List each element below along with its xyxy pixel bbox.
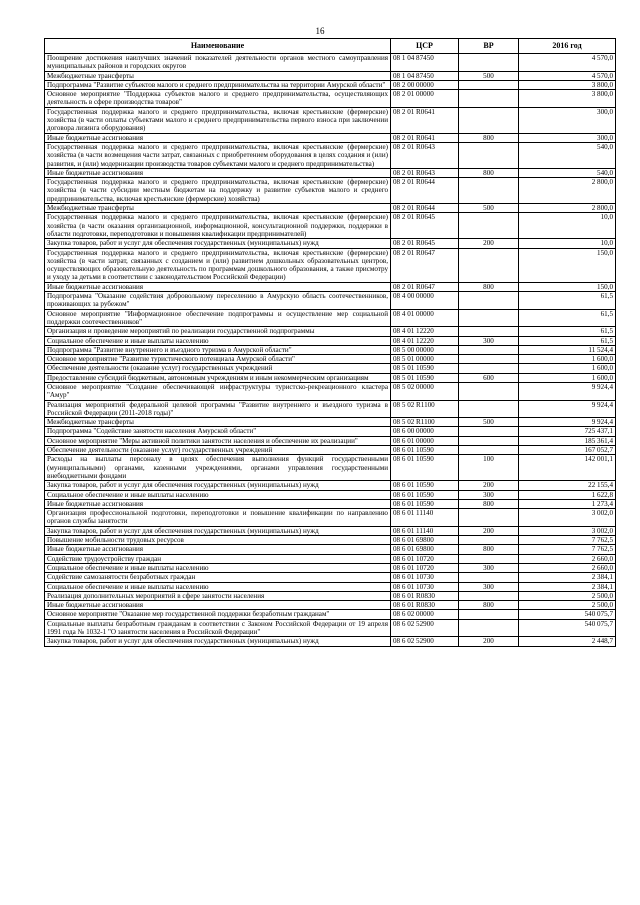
row-vr bbox=[459, 364, 519, 373]
row-vr bbox=[459, 610, 519, 619]
row-csr: 08 2 01 R0645 bbox=[391, 239, 459, 248]
row-csr: 08 2 01 R0647 bbox=[391, 282, 459, 291]
row-name: Повышение мобильности трудовых ресурсов bbox=[45, 536, 391, 545]
table-row bbox=[45, 373, 616, 382]
table-row bbox=[45, 619, 616, 637]
row-sum: 2 660,0 bbox=[519, 554, 616, 563]
row-sum: 2 384,1 bbox=[519, 582, 616, 591]
row-vr: 100 bbox=[459, 455, 519, 481]
row-sum: 167 052,7 bbox=[519, 446, 616, 455]
table-row bbox=[45, 364, 616, 373]
row-sum: 10,0 bbox=[519, 213, 616, 239]
table-row bbox=[45, 573, 616, 582]
row-sum: 9 924,4 bbox=[519, 382, 616, 400]
row-name: Реализация дополнительных мероприятий в сфере занятости населения bbox=[45, 591, 391, 600]
table-row bbox=[45, 133, 616, 142]
row-vr bbox=[459, 554, 519, 563]
row-sum: 1 273,4 bbox=[519, 499, 616, 508]
row-vr: 500 bbox=[459, 204, 519, 213]
row-csr: 08 6 01 10590 bbox=[391, 490, 459, 499]
row-name: Социальное обеспечение и иные выплаты населению bbox=[45, 582, 391, 591]
row-csr: 08 4 01 00000 bbox=[391, 309, 459, 327]
header-vr: ВР bbox=[459, 39, 519, 54]
row-sum: 2 448,7 bbox=[519, 637, 616, 646]
row-csr: 08 2 01 R0647 bbox=[391, 248, 459, 282]
table-row bbox=[45, 71, 616, 80]
row-name: Реализация мероприятий федеральной целевой программы "Развитие внутреннего и въездного туризма в Российской Федерации (2011-2018 годы)" bbox=[45, 400, 391, 418]
table-row bbox=[45, 80, 616, 89]
table-row bbox=[45, 446, 616, 455]
row-vr bbox=[459, 248, 519, 282]
table-row bbox=[45, 637, 616, 646]
table-row bbox=[45, 168, 616, 177]
table-row bbox=[45, 601, 616, 610]
row-vr: 200 bbox=[459, 637, 519, 646]
table-row bbox=[45, 536, 616, 545]
header-name: Наименование bbox=[45, 39, 391, 54]
table-row bbox=[45, 481, 616, 490]
row-vr: 300 bbox=[459, 336, 519, 345]
row-csr: 08 6 01 10720 bbox=[391, 563, 459, 572]
row-csr: 08 6 01 10590 bbox=[391, 446, 459, 455]
row-vr bbox=[459, 80, 519, 89]
row-sum: 185 361,4 bbox=[519, 436, 616, 445]
row-sum: 3 002,0 bbox=[519, 526, 616, 535]
row-sum: 61,5 bbox=[519, 292, 616, 310]
row-csr: 08 1 04 87450 bbox=[391, 54, 459, 72]
row-csr: 08 5 01 00000 bbox=[391, 355, 459, 364]
row-vr: 800 bbox=[459, 601, 519, 610]
row-name: Поощрение достижения наилучших значений показателей деятельности органов местного самоуправления муниципальных районов и городских округов bbox=[45, 54, 391, 72]
row-vr: 800 bbox=[459, 282, 519, 291]
row-vr: 800 bbox=[459, 168, 519, 177]
row-name: Иные бюджетные ассигнования bbox=[45, 545, 391, 554]
row-csr: 08 6 01 R0830 bbox=[391, 591, 459, 600]
table-row bbox=[45, 90, 616, 108]
row-name: Содействие самозанятости безработных граждан bbox=[45, 573, 391, 582]
table-row bbox=[45, 610, 616, 619]
row-vr bbox=[459, 54, 519, 72]
row-name: Закупка товаров, работ и услуг для обеспечения государственных (муниципальных) нужд bbox=[45, 239, 391, 248]
row-csr: 08 6 01 10730 bbox=[391, 582, 459, 591]
row-name: Основное мероприятие "Меры активной политики занятости населения и обеспечение их реализации" bbox=[45, 436, 391, 445]
row-csr: 08 2 01 R0644 bbox=[391, 178, 459, 204]
row-sum: 11 524,4 bbox=[519, 345, 616, 354]
row-csr: 08 5 02 00000 bbox=[391, 382, 459, 400]
table-row bbox=[45, 490, 616, 499]
table-row bbox=[45, 107, 616, 133]
row-name: Расходы на выплаты персоналу в целях обеспечения выполнения функций государственными (муниципальными) органами, казенными учреждениями, органами управления государственными внебюджетными фондами bbox=[45, 455, 391, 481]
row-csr: 08 6 01 10720 bbox=[391, 554, 459, 563]
table-row bbox=[45, 563, 616, 572]
row-csr: 08 1 04 87450 bbox=[391, 71, 459, 80]
row-sum: 150,0 bbox=[519, 248, 616, 282]
row-sum: 9 924,4 bbox=[519, 418, 616, 427]
row-sum: 3 800,0 bbox=[519, 80, 616, 89]
row-sum: 61,5 bbox=[519, 327, 616, 336]
table-row bbox=[45, 248, 616, 282]
row-name: Предоставление субсидий бюджетным, автономным учреждениям и иным некоммерческим организациям bbox=[45, 373, 391, 382]
table-row bbox=[45, 336, 616, 345]
row-sum: 1 600,0 bbox=[519, 364, 616, 373]
table-row bbox=[45, 282, 616, 291]
table-row bbox=[45, 309, 616, 327]
row-csr: 08 5 01 10590 bbox=[391, 364, 459, 373]
row-csr: 08 2 01 R0644 bbox=[391, 204, 459, 213]
row-csr: 08 2 01 00000 bbox=[391, 90, 459, 108]
table-row bbox=[45, 327, 616, 336]
row-csr: 08 5 01 10590 bbox=[391, 373, 459, 382]
row-vr bbox=[459, 427, 519, 436]
row-sum: 2 800,0 bbox=[519, 204, 616, 213]
row-sum: 10,0 bbox=[519, 239, 616, 248]
row-sum: 540,0 bbox=[519, 142, 616, 168]
row-sum: 61,5 bbox=[519, 336, 616, 345]
row-vr bbox=[459, 90, 519, 108]
row-sum: 2 500,0 bbox=[519, 591, 616, 600]
table-row bbox=[45, 554, 616, 563]
table-row bbox=[45, 142, 616, 168]
row-name: Основное мероприятие "Создание обеспечивающей инфраструктуры туристско-рекреационного кластера "Амур" bbox=[45, 382, 391, 400]
row-vr bbox=[459, 107, 519, 133]
table-row bbox=[45, 382, 616, 400]
row-csr: 08 2 01 R0641 bbox=[391, 133, 459, 142]
row-csr: 08 2 01 R0645 bbox=[391, 213, 459, 239]
row-vr bbox=[459, 619, 519, 637]
row-vr bbox=[459, 400, 519, 418]
row-sum: 1 622,8 bbox=[519, 490, 616, 499]
row-name: Иные бюджетные ассигнования bbox=[45, 282, 391, 291]
header-year: 2016 год bbox=[519, 39, 616, 54]
row-name: Подпрограмма "Развитие внутреннего и въездного туризма в Амурской области" bbox=[45, 345, 391, 354]
row-sum: 3 800,0 bbox=[519, 90, 616, 108]
row-vr bbox=[459, 591, 519, 600]
row-name: Социальное обеспечение и иные выплаты населению bbox=[45, 563, 391, 572]
row-name: Межбюджетные трансферты bbox=[45, 71, 391, 80]
row-vr: 300 bbox=[459, 582, 519, 591]
table-row bbox=[45, 582, 616, 591]
row-vr bbox=[459, 345, 519, 354]
row-vr: 500 bbox=[459, 71, 519, 80]
row-sum: 540 075,7 bbox=[519, 619, 616, 637]
table-row bbox=[45, 213, 616, 239]
row-vr bbox=[459, 142, 519, 168]
row-vr bbox=[459, 382, 519, 400]
row-vr: 200 bbox=[459, 481, 519, 490]
row-sum: 7 762,5 bbox=[519, 536, 616, 545]
row-csr: 08 2 01 R0643 bbox=[391, 142, 459, 168]
row-vr bbox=[459, 355, 519, 364]
row-csr: 08 5 02 R1100 bbox=[391, 418, 459, 427]
row-csr: 08 6 01 00000 bbox=[391, 436, 459, 445]
row-vr bbox=[459, 436, 519, 445]
row-sum: 22 155,4 bbox=[519, 481, 616, 490]
row-vr: 800 bbox=[459, 545, 519, 554]
table-header-row bbox=[45, 39, 616, 54]
table-row bbox=[45, 418, 616, 427]
row-csr: 08 6 01 10590 bbox=[391, 455, 459, 481]
row-csr: 08 6 01 10590 bbox=[391, 481, 459, 490]
row-sum: 4 570,0 bbox=[519, 54, 616, 72]
header-csr: ЦСР bbox=[391, 39, 459, 54]
row-csr: 08 6 01 10590 bbox=[391, 499, 459, 508]
row-name: Организация профессиональной подготовки, переподготовки и повышение квалификации по направлению органов службы занятости bbox=[45, 509, 391, 527]
table-row bbox=[45, 204, 616, 213]
row-csr: 08 6 00 00000 bbox=[391, 427, 459, 436]
row-csr: 08 6 01 69800 bbox=[391, 536, 459, 545]
row-name: Межбюджетные трансферты bbox=[45, 204, 391, 213]
row-sum: 540,0 bbox=[519, 168, 616, 177]
row-name: Закупка товаров, работ и услуг для обеспечения государственных (муниципальных) нужд bbox=[45, 526, 391, 535]
row-name: Основное мероприятие "Поддержка субъектов малого и среднего предпринимательства, осуществляющих деятельность в сфере производства товаров" bbox=[45, 90, 391, 108]
budget-table bbox=[44, 38, 616, 647]
row-vr: 800 bbox=[459, 133, 519, 142]
row-name: Государственная поддержка малого и среднего предпринимательства, включая крестьянские (фермерские) хозяйства (в части оказания организационной, информационной, консультационной поддержки, поддержки в области подготовки, переподготовки и повышения квалификации предпринимателей) bbox=[45, 213, 391, 239]
row-vr: 300 bbox=[459, 563, 519, 572]
row-csr: 08 6 01 11140 bbox=[391, 526, 459, 535]
row-csr: 08 6 01 11140 bbox=[391, 509, 459, 527]
table-row bbox=[45, 436, 616, 445]
table-row bbox=[45, 400, 616, 418]
table-row bbox=[45, 545, 616, 554]
row-vr bbox=[459, 309, 519, 327]
row-name: Социальные выплаты безработным гражданам в соответствии с Законом Российской Федерации от 19 апреля 1991 года № 1032-1 "О занятости населения в Российской Федерации" bbox=[45, 619, 391, 637]
row-vr: 300 bbox=[459, 490, 519, 499]
row-vr: 800 bbox=[459, 499, 519, 508]
row-vr bbox=[459, 178, 519, 204]
row-csr: 08 6 01 R0830 bbox=[391, 601, 459, 610]
row-vr bbox=[459, 509, 519, 527]
row-csr: 08 5 02 R1100 bbox=[391, 400, 459, 418]
row-csr: 08 2 01 R0641 bbox=[391, 107, 459, 133]
row-sum: 4 570,0 bbox=[519, 71, 616, 80]
row-name: Обеспечение деятельности (оказание услуг) государственных учреждений bbox=[45, 446, 391, 455]
row-name: Иные бюджетные ассигнования bbox=[45, 168, 391, 177]
row-csr: 08 6 01 10730 bbox=[391, 573, 459, 582]
row-name: Иные бюджетные ассигнования bbox=[45, 601, 391, 610]
table-row bbox=[45, 239, 616, 248]
row-vr: 600 bbox=[459, 373, 519, 382]
row-sum: 540 075,7 bbox=[519, 610, 616, 619]
row-sum: 1 600,0 bbox=[519, 373, 616, 382]
row-name: Подпрограмма "Оказание содействия добровольному переселению в Амурскую область соотечественников, проживающих за рубежом" bbox=[45, 292, 391, 310]
row-sum: 3 002,0 bbox=[519, 509, 616, 527]
row-csr: 08 4 01 12220 bbox=[391, 336, 459, 345]
row-csr: 08 2 00 00000 bbox=[391, 80, 459, 89]
row-csr: 08 6 02 52900 bbox=[391, 637, 459, 646]
row-name: Основное мероприятие "Оказание мер государственной поддержки безработным гражданам" bbox=[45, 610, 391, 619]
row-name: Закупка товаров, работ и услуг для обеспечения государственных (муниципальных) нужд bbox=[45, 481, 391, 490]
row-name: Закупка товаров, работ и услуг для обеспечения государственных (муниципальных) нужд bbox=[45, 637, 391, 646]
row-sum: 1 600,0 bbox=[519, 355, 616, 364]
row-vr: 200 bbox=[459, 239, 519, 248]
row-name: Основное мероприятие "Развитие туристического потенциала Амурской области" bbox=[45, 355, 391, 364]
table-body bbox=[45, 54, 616, 647]
row-vr bbox=[459, 213, 519, 239]
row-name: Государственная поддержка малого и среднего предпринимательства, включая крестьянские (фермерские) хозяйства (в части затрат, связанных с созданием и (или) развитием дошкольных образовательных центров, осуществляющих образовательную деятельность по программам дошкольного образования, а также присмотру и уходу за детьми в соответствии с законодательством Российской Федерации) bbox=[45, 248, 391, 282]
row-sum: 300,0 bbox=[519, 133, 616, 142]
row-csr: 08 6 02 00000 bbox=[391, 610, 459, 619]
row-csr: 08 4 01 12220 bbox=[391, 327, 459, 336]
row-sum: 2 500,0 bbox=[519, 601, 616, 610]
row-name: Межбюджетные трансферты bbox=[45, 418, 391, 427]
table-row bbox=[45, 427, 616, 436]
row-name: Иные бюджетные ассигнования bbox=[45, 499, 391, 508]
row-sum: 61,5 bbox=[519, 309, 616, 327]
table-row bbox=[45, 54, 616, 72]
row-name: Подпрограмма "Содействие занятости населения Амурской области" bbox=[45, 427, 391, 436]
row-sum: 2 384,1 bbox=[519, 573, 616, 582]
row-name: Государственная поддержка малого и среднего предпринимательства, включая крестьянские (фермерские) хозяйства (в части возмещения части затрат, связанных с приобретением оборудования в целях создания и (или) развития, и (или) модернизации производства товаров субъектами малого и среднего предпринимательства) bbox=[45, 142, 391, 168]
row-sum: 142 001,1 bbox=[519, 455, 616, 481]
row-csr: 08 4 00 00000 bbox=[391, 292, 459, 310]
page-number: 16 bbox=[315, 26, 325, 36]
row-vr bbox=[459, 573, 519, 582]
row-sum: 2 800,0 bbox=[519, 178, 616, 204]
row-csr: 08 2 01 R0643 bbox=[391, 168, 459, 177]
row-name: Иные бюджетные ассигнования bbox=[45, 133, 391, 142]
row-csr: 08 6 01 69800 bbox=[391, 545, 459, 554]
table-row bbox=[45, 178, 616, 204]
row-vr bbox=[459, 327, 519, 336]
table-row bbox=[45, 292, 616, 310]
row-name: Государственная поддержка малого и среднего предпринимательства, включая крестьянские (фермерские) хозяйства (в части субсидии местным бюджетам на поддержку и развитие субъектов малого и среднего предпринимательства, включая крестьянские (фермерские) хозяйства) bbox=[45, 178, 391, 204]
table-row bbox=[45, 345, 616, 354]
row-name: Социальное обеспечение и иные выплаты населению bbox=[45, 490, 391, 499]
row-sum: 300,0 bbox=[519, 107, 616, 133]
row-name: Государственная поддержка малого и среднего предпринимательства, включая крестьянские (фермерские) хозяйства (в части оплаты субъектами малого и среднего предпринимательства первого взноса при заключении договора лизинга оборудования) bbox=[45, 107, 391, 133]
row-name: Основное мероприятие "Информационное обеспечение подпрограммы и осуществление мер социальной поддержки соотечественников" bbox=[45, 309, 391, 327]
row-vr bbox=[459, 292, 519, 310]
row-sum: 7 762,5 bbox=[519, 545, 616, 554]
row-sum: 2 660,0 bbox=[519, 563, 616, 572]
row-vr: 200 bbox=[459, 526, 519, 535]
table-row bbox=[45, 526, 616, 535]
row-vr: 500 bbox=[459, 418, 519, 427]
row-name: Организация и проведение мероприятий по реализации государственной подпрограммы bbox=[45, 327, 391, 336]
row-name: Подпрограмма "Развитие субъектов малого и среднего предпринимательства на территории Амурской области" bbox=[45, 80, 391, 89]
row-name: Обеспечение деятельности (оказание услуг) государственных учреждений bbox=[45, 364, 391, 373]
row-name: Социальное обеспечение и иные выплаты населению bbox=[45, 336, 391, 345]
table-row bbox=[45, 355, 616, 364]
table-row bbox=[45, 499, 616, 508]
row-vr bbox=[459, 446, 519, 455]
table-row bbox=[45, 509, 616, 527]
row-csr: 08 5 00 00000 bbox=[391, 345, 459, 354]
row-sum: 725 437,1 bbox=[519, 427, 616, 436]
table-row bbox=[45, 591, 616, 600]
row-sum: 9 924,4 bbox=[519, 400, 616, 418]
row-csr: 08 6 02 52900 bbox=[391, 619, 459, 637]
row-vr bbox=[459, 536, 519, 545]
table-row bbox=[45, 455, 616, 481]
row-name: Содействие трудоустройству граждан bbox=[45, 554, 391, 563]
row-sum: 150,0 bbox=[519, 282, 616, 291]
